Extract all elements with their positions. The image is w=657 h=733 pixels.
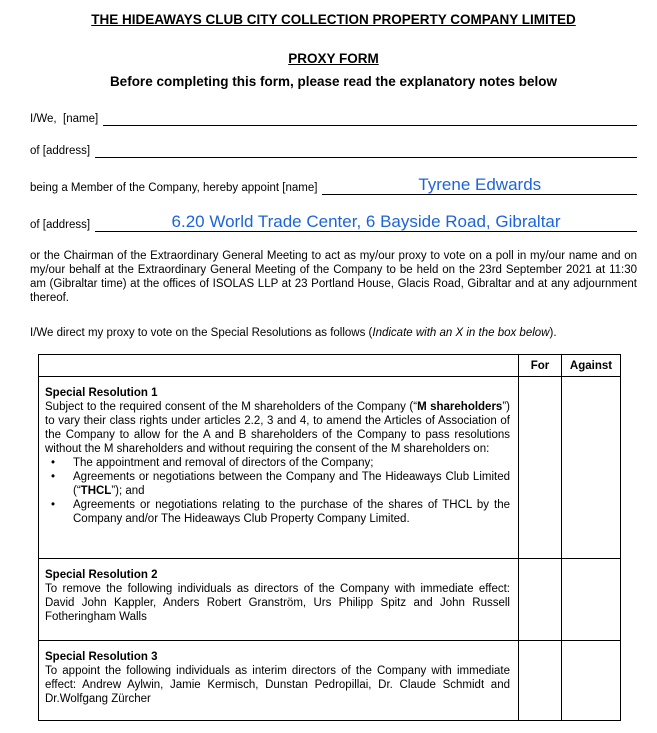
resolution-1-body: Subject to the required consent of the M shareholders of the Company (“M shareholders”) to vary their class rights under articles 2.2, 3 and 4, to amend the Articles of Association of the Company to allow for the A and B shareholders of the Company to pass resolutions without the M shareholders and without requiring the consent of the M shareholders on: xyxy=(45,401,511,455)
resolution-3-body: To appoint the following individuals as interim directors of the Company with immediate effect: Andrew Aylwin, Jamie Kermisch, Dunstan Pedropillai, Dr. Claude Schmidt and Dr.Wolfgang Zürcher xyxy=(45,665,510,705)
resolution-3-for-box[interactable] xyxy=(519,641,562,721)
resolution-1-against-box[interactable] xyxy=(562,377,621,559)
company-title: THE HIDEAWAYS CLUB CITY COLLECTION PROPERTY COMPANY LIMITED xyxy=(91,12,576,27)
resolution-1-title: Special Resolution 1 xyxy=(45,387,158,399)
resolution-column-header xyxy=(39,355,519,377)
special-resolution-1-cell xyxy=(39,377,519,559)
bullet-1-text: The appointment and removal of directors of the Company; xyxy=(73,457,374,469)
proxy-address-label: of [address] xyxy=(30,219,91,231)
form-title: PROXY FORM xyxy=(288,51,379,66)
special-resolution-2-cell xyxy=(39,559,519,641)
member-address-field xyxy=(30,143,637,158)
for-column-header: For xyxy=(519,355,562,377)
resolution-1-bullet-2 xyxy=(45,470,510,498)
bullet-2-text: Agreements or negotiations between the Company and The Hideaways Club Limited (“THCL”); and xyxy=(73,471,510,497)
member-name-label: I/We, [name] xyxy=(30,113,99,125)
resolution-2-against-box[interactable] xyxy=(562,559,621,641)
bullet-icon: • xyxy=(51,499,56,511)
proxy-address-input[interactable] xyxy=(95,212,637,232)
proxy-name-field xyxy=(30,175,637,195)
bullet-icon: • xyxy=(51,457,56,469)
resolution-1-bullet-3 xyxy=(45,498,510,526)
resolution-1-for-box[interactable] xyxy=(519,377,562,559)
resolutions-table xyxy=(38,354,621,721)
proxy-name-value: Tyrene Edwards xyxy=(418,175,542,194)
resolution-2-title: Special Resolution 2 xyxy=(45,569,158,581)
resolution-1-bullet-1 xyxy=(45,456,510,470)
resolution-3-title: Special Resolution 3 xyxy=(45,651,158,663)
table-row xyxy=(39,377,621,559)
voting-direction-line: I/We direct my proxy to vote on the Special Resolutions as follows (Indicate with an X in the box below). xyxy=(30,327,557,339)
table-header-row xyxy=(39,355,621,377)
member-proxy-fields xyxy=(30,111,637,232)
proxy-name-label: being a Member of the Company, hereby appoint [name] xyxy=(30,182,318,194)
proxy-address-value: 6.20 World Trade Center, 6 Bayside Road, Gibraltar xyxy=(171,212,561,231)
resolution-3-against-box[interactable] xyxy=(562,641,621,721)
bullet-3-text: Agreements or negotiations relating to the purchase of the shares of THCL by the Company and/or The Hideaways Club Property Company Limited. xyxy=(73,499,510,525)
member-name-input[interactable] xyxy=(103,111,637,126)
instruction-note: Before completing this form, please read the explanatory notes below xyxy=(109,74,558,89)
special-resolution-3-cell xyxy=(39,641,519,721)
proxy-name-input[interactable] xyxy=(322,175,637,195)
table-row xyxy=(39,641,621,721)
against-column-header: Against xyxy=(562,355,621,377)
table-row xyxy=(39,559,621,641)
proxy-address-field xyxy=(30,212,637,232)
proxy-clause-paragraph: or the Chairman of the Extraordinary General Meeting to act as my/our proxy to vote on a poll in my/our name and on my/our behalf at the Extraordinary General Meeting of the Company to be held on the 23rd September 2021 at 11:30 am (Gibraltar time) at the offices of ISOLAS LLP at 23 Portland House, Glacis Road, Gibraltar and at any adjournment thereof. xyxy=(30,250,637,304)
resolution-2-body: To remove the following individuals as directors of the Company with immediate effect: David John Kappler, Anders Robert Granström, Urs Philipp Spitz and John Russell Fotheringham Walls xyxy=(45,583,510,623)
member-address-input[interactable] xyxy=(95,143,637,158)
resolution-2-for-box[interactable] xyxy=(519,559,562,641)
member-address-label: of [address] xyxy=(30,145,91,157)
bullet-icon: • xyxy=(51,471,56,483)
member-name-field xyxy=(30,111,637,126)
